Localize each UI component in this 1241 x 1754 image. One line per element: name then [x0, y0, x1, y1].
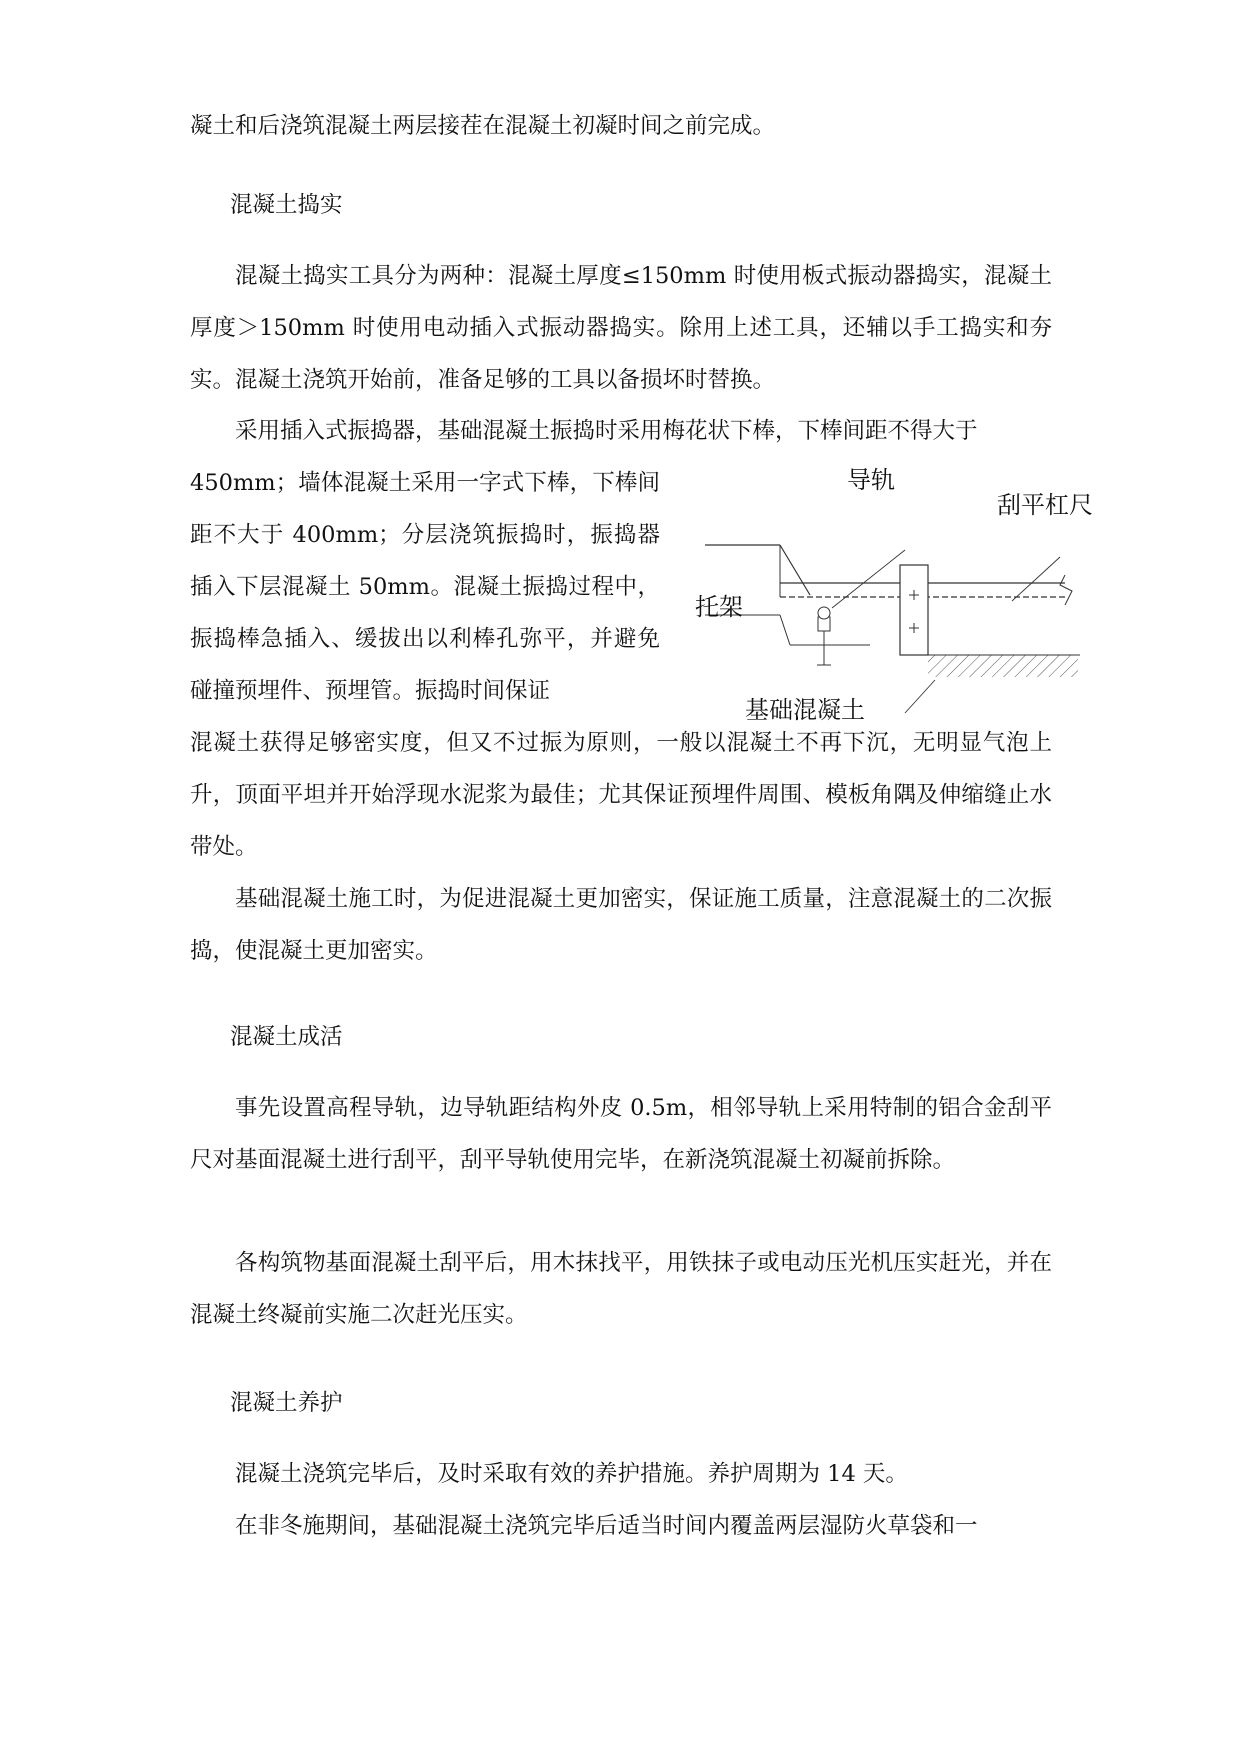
body-paragraph-continued: 凝土和后浇筑混凝土两层接茬在混凝土初凝时间之前完成。 [190, 113, 776, 139]
section-heading-finishing: 混凝土成活 [230, 1024, 343, 1050]
body-paragraph-compaction-tools: 混凝土捣实工具分为两种：混凝土厚度≤150mm 时使用板式振动器捣实，混凝土厚度＞150mm 时使用电动插入式振动器捣实。除用上述工具，还辅以手工捣实和夯实。混凝土浇筑开始前，准备足够的工具以备损坏时替换。 [190, 263, 1052, 393]
figure-label-rail: 导轨 [847, 466, 895, 494]
section-heading-compaction: 混凝土捣实 [230, 192, 343, 218]
body-paragraph-vibrator-line: 采用插入式振捣器，基础混凝土振捣时采用梅花状下棒，下棒间距不得大于 [235, 418, 978, 444]
screed-rail-diagram [695, 466, 1110, 730]
figure-label-foundation: 基础混凝土 [745, 696, 865, 724]
body-paragraph-curing-cover: 在非冬施期间，基础混凝土浇筑完毕后适当时间内覆盖两层湿防火草袋和一 [235, 1513, 978, 1539]
body-paragraph-curing-period: 混凝土浇筑完毕后，及时采取有效的养护措施。养护周期为 14 天。 [235, 1461, 908, 1487]
figure-label-bracket: 托架 [695, 593, 743, 621]
figure-label-screed: 刮平杠尺 [997, 491, 1093, 519]
body-paragraph-troweling: 各构筑物基面混凝土刮平后，用木抹找平，用铁抹子或电动压光机压实赶光，并在混凝土终凝前实施二次赶光压实。 [190, 1250, 1052, 1328]
body-paragraph-secondary-vibration: 基础混凝土施工时，为促进混凝土更加密实，保证施工质量，注意混凝土的二次振捣，使混凝土更加密实。 [190, 886, 1052, 964]
body-paragraph-vibrator-rest: 混凝土获得足够密实度，但又不过振为原则，一般以混凝土不再下沉，无明显气泡上升，顶面平坦并开始浮现水泥浆为最佳；尤其保证预埋件周围、模板角隅及伸缩缝止水带处。 [190, 730, 1052, 860]
section-heading-curing: 混凝土养护 [230, 1390, 343, 1416]
body-paragraph-wrapped-beside-figure: 450mm；墙体混凝土采用一字式下棒，下棒间距不大于 400mm；分层浇筑振捣时，振捣器插入下层混凝土 50mm。混凝土振捣过程中，振捣棒急插入、缓拔出以利棒孔弥平，并避免碰撞预埋件、预埋管。振捣时间保证 [190, 470, 660, 704]
body-paragraph-guide-rails: 事先设置高程导轨，边导轨距结构外皮 0.5m，相邻导轨上采用特制的铝合金刮平尺对基面混凝土进行刮平，刮平导轨使用完毕，在新浇筑混凝土初凝前拆除。 [190, 1095, 1052, 1173]
